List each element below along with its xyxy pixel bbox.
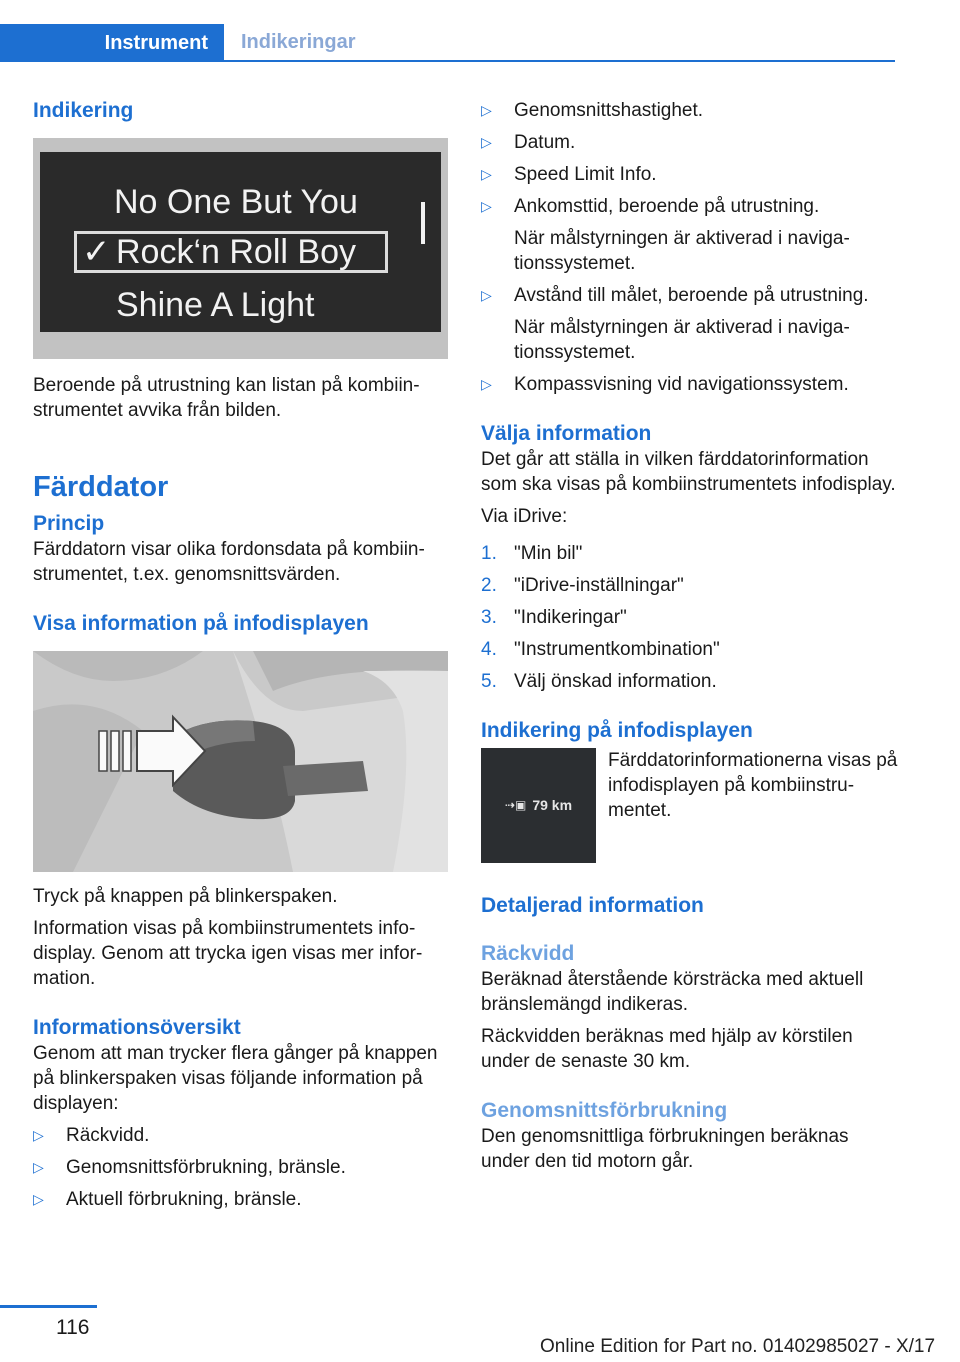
visa-heading: Visa information på infodisplayen xyxy=(33,612,369,635)
edition-footer: Online Edition for Part no. 01402985027 - X/17 xyxy=(540,1336,936,1357)
list-item: 4. "Instrumentkombination" xyxy=(481,639,720,660)
valja-heading: Välja information xyxy=(481,422,652,445)
checkmark-icon: ✓ xyxy=(82,233,111,271)
genomsnitt-heading: Genomsnittsförbrukning xyxy=(481,1099,728,1122)
triangle-bullet-icon: ▷ xyxy=(481,287,492,303)
header-divider xyxy=(0,60,895,62)
list-item: 3. "Indikeringar" xyxy=(481,607,627,628)
triangle-bullet-icon: ▷ xyxy=(33,1159,44,1175)
triangle-bullet-icon: ▷ xyxy=(481,376,492,392)
page-number-rule xyxy=(0,1305,97,1308)
triangle-bullet-icon: ▷ xyxy=(33,1127,44,1143)
playlist-display xyxy=(40,152,441,332)
right-column xyxy=(481,98,901,1174)
page-number: 116 xyxy=(56,1316,90,1339)
tryck-text: Tryck på knappen på blinkerspaken. xyxy=(33,886,338,907)
playlist-item-1: No One But You xyxy=(114,183,358,221)
detaljerad-heading: Detaljerad information xyxy=(481,894,704,917)
rackvidd-heading: Räckvidd xyxy=(481,942,575,965)
info-text: Information visas på kombiinstrumentets infodisplay. Genom att trycka igen visas mer information. xyxy=(33,918,423,989)
list-item: 2. "iDrive-inställningar" xyxy=(481,575,684,596)
rackvidd-text-1: Beräknad återstående körsträcka med aktuell bränslemängd indikeras. xyxy=(481,969,864,1015)
indikering-heading: Indikering xyxy=(33,99,134,122)
stalk-figure xyxy=(33,651,448,872)
indikering-infodisplay-heading: Indikering på infodisplayen xyxy=(481,719,753,742)
infodisplay-thumbnail xyxy=(481,748,596,863)
oversikt-heading: Informationsöversikt xyxy=(33,1016,241,1039)
triangle-bullet-icon: ▷ xyxy=(481,198,492,214)
list-item: ▷ Genomsnittsförbrukning, bränsle. xyxy=(33,1157,346,1178)
triangle-bullet-icon: ▷ xyxy=(481,166,492,182)
list-item: ▷ Speed Limit Info. xyxy=(481,164,657,185)
triangle-bullet-icon: ▷ xyxy=(481,134,492,150)
genomsnitt-text: Den genomsnittliga förbrukningen beräknas under den tid motorn går. xyxy=(481,1126,849,1172)
tab-instrument[interactable]: Instrument xyxy=(0,24,224,62)
left-bullet-list xyxy=(33,1123,448,1212)
playlist-note: Beroende på utrustning kan listan på kombiinstrumentet avvika från bilden. xyxy=(33,375,420,421)
princip-text: Färddatorn visar olika fordonsdata på kombiinstrumentet, t.ex. genomsnittsvärden. xyxy=(33,539,425,585)
list-item: 1. "Min bil" xyxy=(481,543,583,564)
list-item: ▷ Räckvidd. xyxy=(33,1125,150,1146)
oversikt-text: Genom att man trycker flera gånger på knappen på blinkerspaken visas följande information på displayen: xyxy=(33,1043,438,1114)
list-item-note: När målstyrningen är aktiverad i navigationssystemet. xyxy=(514,317,850,363)
list-item-note: När målstyrningen är aktiverad i navigationssystemet. xyxy=(514,228,850,274)
list-item: ▷ Genomsnittshastighet. xyxy=(481,100,704,121)
range-value: 79 km xyxy=(532,797,573,813)
list-item: ▷ Kompassvisning vid navigationssystem. xyxy=(481,374,849,395)
chapter-header xyxy=(0,24,895,62)
princip-heading: Princip xyxy=(33,512,105,535)
farddator-heading: Färddator xyxy=(33,471,169,503)
infodisplay-block xyxy=(481,748,901,863)
triangle-bullet-icon: ▷ xyxy=(33,1191,44,1207)
list-item: ▷ Aktuell förbrukning, bränsle. xyxy=(33,1189,302,1210)
tab-indikeringar[interactable]: Indikeringar xyxy=(241,30,356,53)
rackvidd-text-2: Räckvidden beräknas med hjälp av körstilen under de senaste 30 km. xyxy=(481,1026,853,1072)
right-bullet-list xyxy=(481,98,901,397)
valja-text: Det går att ställa in vilken färddatorinformation som ska visas på kombiinstrumentets infodisplay. xyxy=(481,449,896,495)
playlist-item-2: Rock‘n Roll Boy xyxy=(116,233,356,271)
steps-list xyxy=(481,541,901,694)
triangle-bullet-icon: ▷ xyxy=(481,102,492,118)
scrollbar-indicator xyxy=(421,202,425,244)
turn-signal-stalk-illustration xyxy=(33,651,448,872)
indikering-text: Färddatorinformationerna visas på infodisplayen på kombiinstrumentet. xyxy=(608,750,898,821)
list-item: ▷ Datum. xyxy=(481,132,576,153)
range-arrow-icon: ⇢▣ xyxy=(504,798,527,812)
playlist-figure xyxy=(33,138,448,359)
list-item: 5. Välj önskad information. xyxy=(481,671,717,692)
list-item: ▷ Avstånd till målet, beroende på utrustning. xyxy=(481,285,869,306)
list-item: ▷ Ankomsttid, beroende på utrustning. xyxy=(481,196,820,217)
left-column xyxy=(33,98,448,1212)
playlist-item-3: Shine A Light xyxy=(116,286,315,324)
via-text: Via iDrive: xyxy=(481,506,568,527)
